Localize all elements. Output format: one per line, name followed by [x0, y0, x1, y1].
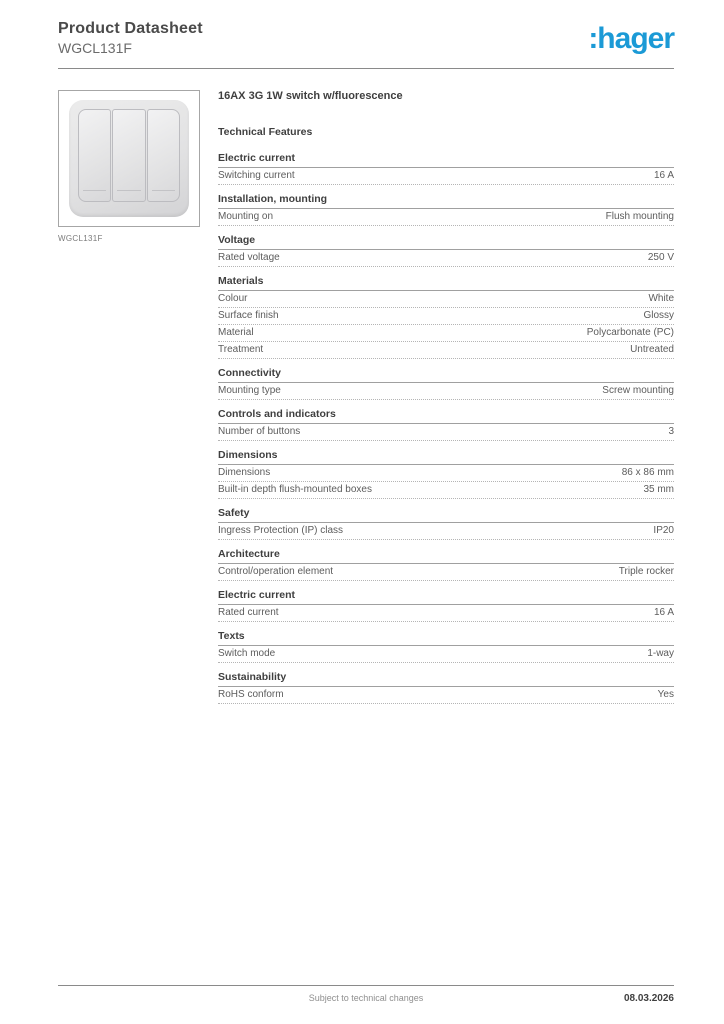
spec-row [218, 564, 674, 581]
section-title: Sustainability [218, 671, 674, 687]
spec-row [218, 209, 674, 226]
spec-value: Flush mounting [605, 211, 674, 222]
footer-note: Subject to technical changes [308, 993, 424, 1003]
header-titles [58, 20, 203, 56]
spec-label: Colour [218, 293, 248, 304]
spec-row [218, 325, 674, 342]
rocker-middle [112, 109, 145, 202]
section-rows [218, 605, 674, 622]
product-image [58, 90, 200, 227]
spec-section [218, 193, 674, 226]
product-image-caption: WGCL131F [58, 234, 103, 243]
section-rows [218, 687, 674, 704]
spec-label: Mounting type [218, 385, 281, 396]
spec-row [218, 424, 674, 441]
spec-row [218, 168, 674, 185]
spec-section [218, 449, 674, 499]
hager-logo: :hager [588, 22, 674, 55]
spec-value: 1-way [647, 648, 674, 659]
section-rows [218, 168, 674, 185]
spec-value: 250 V [647, 252, 674, 263]
spec-section [218, 507, 674, 540]
spec-section [218, 548, 674, 581]
spec-row [218, 646, 674, 663]
section-rows [218, 646, 674, 663]
spec-row [218, 342, 674, 359]
spec-row [218, 523, 674, 540]
page-header [58, 20, 674, 56]
section-title: Safety [218, 507, 674, 523]
spec-section [218, 589, 674, 622]
spec-row [218, 250, 674, 267]
spec-label: Dimensions [218, 467, 271, 478]
product-image-column [58, 90, 200, 712]
spec-label: Rated current [218, 607, 279, 618]
section-title: Texts [218, 630, 674, 646]
spec-value: 3 [668, 426, 674, 437]
product-name: 16AX 3G 1W switch w/fluorescence [218, 90, 403, 102]
footer-date: 08.03.2026 [623, 993, 674, 1004]
section-title: Architecture [218, 548, 674, 564]
spec-value: Untreated [630, 344, 674, 355]
section-rows [218, 465, 674, 499]
content-area [58, 90, 674, 712]
switch-rockers-graphic [78, 109, 180, 202]
section-title: Voltage [218, 234, 674, 250]
document-title: Product Datasheet [58, 20, 203, 37]
spec-label: Number of buttons [218, 426, 301, 437]
spec-section [218, 152, 674, 185]
spec-value: Polycarbonate (PC) [586, 327, 674, 338]
specs-column [218, 90, 674, 712]
technical-features-heading: Technical Features [218, 126, 313, 138]
spec-row [218, 687, 674, 704]
spec-label: Built-in depth flush-mounted boxes [218, 484, 372, 495]
section-title: Installation, mounting [218, 193, 674, 209]
spec-row [218, 291, 674, 308]
spec-label: Ingress Protection (IP) class [218, 525, 344, 536]
section-title: Electric current [218, 152, 674, 168]
spec-label: Material [218, 327, 254, 338]
spec-value: 16 A [653, 607, 674, 618]
switch-plate-graphic [69, 100, 189, 217]
spec-label: Mounting on [218, 211, 274, 222]
section-rows [218, 291, 674, 359]
spec-value: IP20 [653, 525, 674, 536]
page-footer [58, 985, 674, 1003]
rocker-right [147, 109, 180, 202]
spec-section [218, 275, 674, 359]
spec-section [218, 367, 674, 400]
spec-value: 35 mm [643, 484, 674, 495]
section-title: Controls and indicators [218, 408, 674, 424]
spec-value: 86 x 86 mm [621, 467, 674, 478]
spec-section [218, 234, 674, 267]
header-divider [58, 68, 674, 69]
spec-row [218, 308, 674, 325]
section-rows [218, 564, 674, 581]
spec-value: Glossy [643, 310, 674, 321]
spec-value: Screw mounting [602, 385, 674, 396]
section-rows [218, 424, 674, 441]
technical-sections [218, 152, 674, 704]
spec-row [218, 383, 674, 400]
spec-label: RoHS conform [218, 689, 284, 700]
spec-label: Switching current [218, 170, 295, 181]
spec-row [218, 465, 674, 482]
rocker-left [78, 109, 111, 202]
spec-label: Treatment [218, 344, 264, 355]
spec-section [218, 671, 674, 704]
section-rows [218, 523, 674, 540]
spec-section [218, 408, 674, 441]
spec-row [218, 605, 674, 622]
spec-label: Switch mode [218, 648, 276, 659]
spec-section [218, 630, 674, 663]
spec-row [218, 482, 674, 499]
section-rows [218, 383, 674, 400]
section-title: Materials [218, 275, 674, 291]
spec-value: White [648, 293, 674, 304]
product-reference: WGCL131F [58, 40, 132, 56]
section-title: Dimensions [218, 449, 674, 465]
section-title: Connectivity [218, 367, 674, 383]
spec-value: 16 A [653, 170, 674, 181]
section-rows [218, 250, 674, 267]
section-title: Electric current [218, 589, 674, 605]
spec-label: Control/operation element [218, 566, 334, 577]
spec-label: Rated voltage [218, 252, 280, 263]
spec-label: Surface finish [218, 310, 279, 321]
spec-value: Yes [657, 689, 674, 700]
section-rows [218, 209, 674, 226]
spec-value: Triple rocker [618, 566, 674, 577]
